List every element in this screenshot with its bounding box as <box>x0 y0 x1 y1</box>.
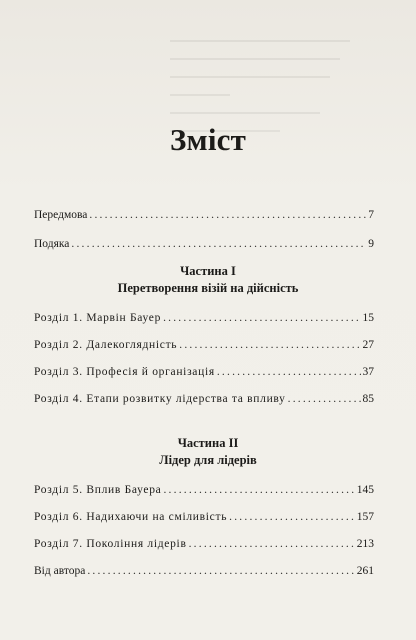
leader-dots <box>87 564 354 578</box>
entry-label: Розділ 1. Марвін Бауер <box>34 312 162 324</box>
leader-dots <box>288 392 361 406</box>
leader-dots <box>163 311 360 325</box>
toc-entry-chapter-1[interactable] <box>34 311 374 325</box>
leader-dots <box>163 483 354 497</box>
leader-dots <box>229 510 355 524</box>
entry-page-number: 15 <box>362 312 374 324</box>
part-2-subtitle: Лідер для лідерів <box>159 453 257 467</box>
entry-label: Розділ 3. Професія й організація <box>34 366 215 378</box>
entry-label: Подяка <box>34 238 70 250</box>
toc-entry-from-author[interactable] <box>34 564 374 578</box>
entry-label: Розділ 2. Далекоглядність <box>34 339 178 351</box>
leader-dots <box>71 237 366 251</box>
entry-page-number: 213 <box>356 538 374 550</box>
entry-label: Розділ 7. Покоління лідерів <box>34 538 187 550</box>
leader-dots <box>179 338 360 352</box>
toc-entry-chapter-7[interactable] <box>34 537 374 551</box>
toc-entry-chapter-5[interactable] <box>34 483 374 497</box>
toc-entry-chapter-6[interactable] <box>34 510 374 524</box>
toc-entry-chapter-4[interactable] <box>34 392 374 406</box>
part-1-title: Частина I <box>180 264 236 278</box>
toc-entry-chapter-2[interactable] <box>34 338 374 352</box>
leader-dots <box>189 537 355 551</box>
entry-label: Розділ 4. Етапи розвитку лідерства та впливу <box>34 393 286 405</box>
toc-entry-foreword[interactable] <box>34 208 374 222</box>
part-2-title: Частина II <box>177 436 239 450</box>
entry-page-number: 145 <box>356 484 374 496</box>
entry-page-number: 37 <box>362 366 374 378</box>
leader-dots <box>217 365 361 379</box>
entry-label: Розділ 6. Надихаючи на сміливість <box>34 511 228 523</box>
toc-entry-acknowledgements[interactable] <box>34 237 374 251</box>
entry-page-number: 9 <box>368 238 374 250</box>
part-1-subtitle: Перетворення візій на дійсність <box>117 281 299 295</box>
entry-label: Від автора <box>34 565 86 577</box>
toc-entry-chapter-3[interactable] <box>34 365 374 379</box>
leader-dots <box>89 208 366 222</box>
entry-label: Розділ 5. Вплив Бауера <box>34 484 162 496</box>
entry-page-number: 85 <box>362 393 374 405</box>
entry-label: Передмова <box>34 209 88 221</box>
entry-page-number: 157 <box>356 511 374 523</box>
entry-page-number: 27 <box>362 339 374 351</box>
toc-title: Зміст <box>169 122 247 157</box>
entry-page-number: 7 <box>368 209 374 221</box>
entry-page-number: 261 <box>356 565 374 577</box>
